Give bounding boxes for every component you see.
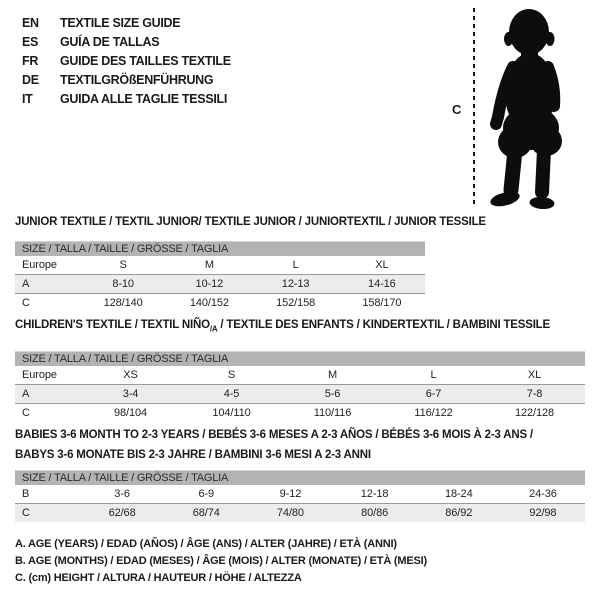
height-cell: 140/152 [189,297,229,309]
height-cell: 158/170 [362,297,402,309]
age-cell: 6-7 [425,388,442,401]
height-cell: 68/74 [192,507,220,519]
table-row [15,274,425,293]
children-section [15,318,585,422]
row-label: Europe [22,259,57,271]
size-cell: XS [123,369,138,382]
lang-row-it [22,90,231,109]
table-row [15,366,585,384]
row-label: C [22,407,30,420]
children-table [15,351,585,422]
children-title-text: CHILDREN'S TEXTILE / TEXTIL NIÑO [15,319,210,331]
height-cell: 62/68 [108,507,136,519]
size-cell: M [327,369,338,382]
table-row [15,485,585,503]
height-measure-dashed-line [473,8,475,208]
table-row [15,293,425,312]
lang-row-de [22,71,231,90]
language-header [22,14,231,109]
junior-section [15,215,486,312]
height-cell: 116/122 [414,407,453,420]
babies-title [15,425,585,465]
lang-label: GUIDA ALLE TAGLIE TESSILI [60,92,228,106]
row-label: C [22,507,30,519]
age-cell: 7-8 [526,388,543,401]
row-label: C [22,297,30,309]
height-cell: 104/110 [212,407,251,420]
row-label: A [22,388,30,401]
babies-section [15,425,585,522]
table-row [15,384,585,403]
size-cell: XL [527,369,542,382]
babies-title-line2: BABYS 3-6 MONATE BIS 2-3 JAHRE / BAMBINI 3-6 MESI A 2-3 ANNI [15,449,371,461]
row-label: A [22,278,30,290]
age-cell: 4-5 [223,388,240,401]
size-header-bar: SIZE / TALLA / TAILLE / GRÖSSE / TAGLIA [15,470,585,485]
lang-row-en [22,14,231,33]
lang-label: TEXTILE SIZE GUIDE [60,16,181,30]
age-cell: 12-13 [281,278,310,290]
legend-footnotes [15,536,427,587]
height-cell: 152/158 [276,297,316,309]
lang-code: EN [22,16,39,30]
table-row [15,403,585,422]
lang-code: IT [22,92,33,106]
lang-code: DE [22,73,39,87]
age-cell: 24-36 [529,488,557,500]
height-cell: 110/116 [313,407,352,420]
row-label: Europe [22,369,57,382]
age-cell: 5-6 [324,388,341,401]
children-title [15,318,585,336]
footnote-age-years: A. AGE (YEARS) / EDAD (AÑOS) / ÂGE (ANS) / ALTER (JAHRE) / ETÀ (ANNI) [15,538,397,550]
height-cell: 74/80 [276,507,304,519]
age-cell: 9-12 [279,488,302,500]
age-cell: 3-6 [114,488,130,500]
junior-table [15,241,425,312]
size-cell: S [119,259,127,271]
footnote-height-cm: C. (cm) HEIGHT / ALTURA / HAUTEUR / HÖHE / ALTEZZA [15,572,302,584]
lang-row-fr [22,52,231,71]
junior-title: JUNIOR TEXTILE / TEXTIL JUNIOR/ TEXTILE JUNIOR / JUNIORTEXTIL / JUNIOR TESSILE [15,216,486,228]
height-cell: 98/104 [113,407,148,420]
table-row [15,503,585,522]
height-cell: 80/86 [361,507,389,519]
age-cell: 14-16 [368,278,396,290]
toddler-silhouette-icon [482,5,580,211]
size-cell: M [204,259,214,271]
height-cell: 128/140 [103,297,143,309]
lang-label: GUIDE DES TAILLES TEXTILE [60,54,231,68]
lang-code: FR [22,54,39,68]
lang-row-es [22,33,231,52]
age-cell: 8-10 [112,278,134,290]
children-title-subscript: /A [209,324,218,334]
footnote-age-months: B. AGE (MONTHS) / EDAD (MESES) / ÂGE (MOIS) / ALTER (MONATE) / ETÀ (MESI) [15,555,427,567]
size-cell: S [227,369,236,382]
height-measure-label: C [452,102,462,117]
table-row [15,256,425,274]
age-cell: 18-24 [444,488,473,500]
size-header-bar: SIZE / TALLA / TAILLE / GRÖSSE / TAGLIA [15,241,425,256]
size-cell: L [430,369,437,382]
row-label: B [22,488,30,500]
lang-code: ES [22,35,39,49]
babies-table [15,470,585,522]
age-cell: 3-4 [122,388,139,401]
lang-label: GUÍA DE TALLAS [60,35,160,49]
children-title-text: / TEXTILE DES ENFANTS / KINDERTEXTIL / BAMBINI TESSILE [217,319,550,331]
size-cell: XL [375,259,389,271]
age-cell: 10-12 [195,278,224,290]
height-cell: 86/92 [445,507,473,519]
age-cell: 12-18 [360,488,389,500]
lang-label: TEXTILGRÖßENFÜHRUNG [60,73,214,87]
height-cell: 122/128 [514,407,555,420]
age-cell: 6-9 [198,488,215,500]
babies-title-line1: BABIES 3-6 MONTH TO 2-3 YEARS / BEBÉS 3-6 MESES A 2-3 AÑOS / BÉBÉS 3-6 MOIS À 2-3 ANS / [15,429,533,441]
size-cell: L [292,259,299,271]
size-header-bar: SIZE / TALLA / TAILLE / GRÖSSE / TAGLIA [15,351,585,366]
height-cell: 92/98 [529,507,557,519]
